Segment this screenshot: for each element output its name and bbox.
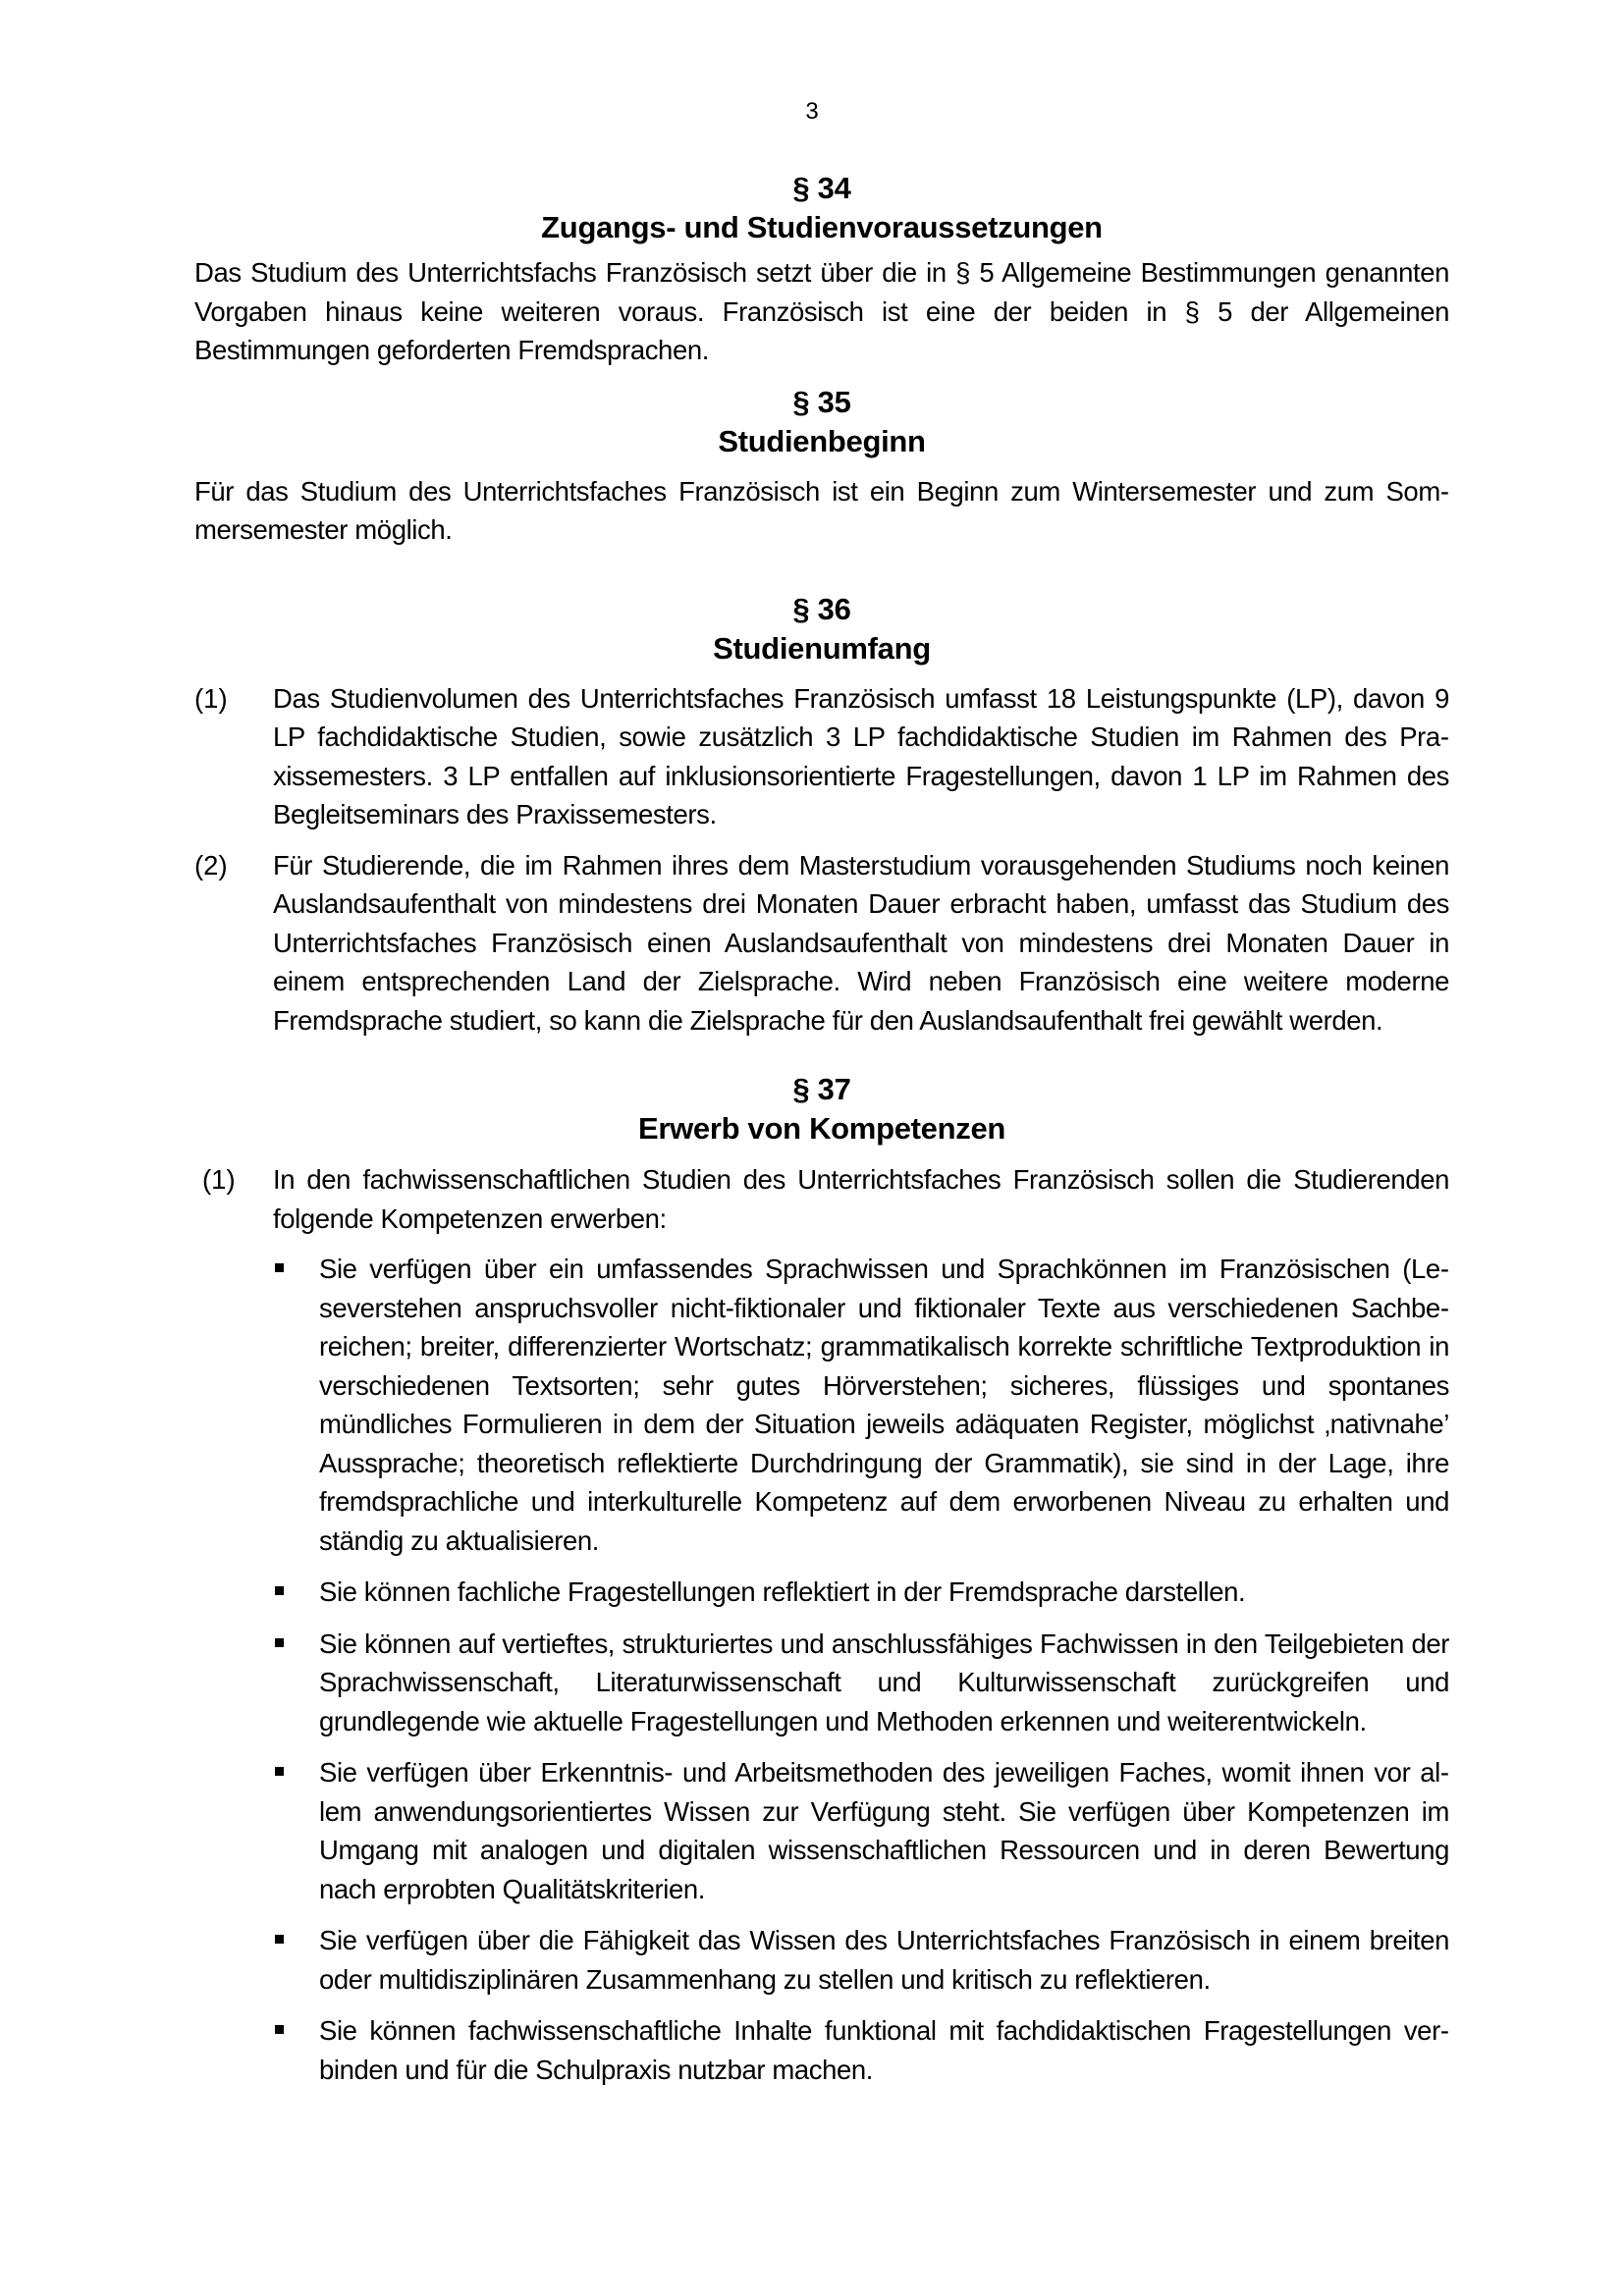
bullet-square-icon <box>194 1921 319 1959</box>
item-text: Das Studienvolumen des Unterrichtsfaches Französisch umfasst 18 Leistungspunkte (LP), davon 9 LP fachdidaktische Studien, sowie zusätzlich 3 LP fachdidaktische Studien im Rahmen des Praxissemesters. 3 LP entfallen auf inklusionsorientierte Fragestellungen, davon 1 LP im Rahmen des Begleitseminars des Praxissemesters. <box>273 682 1449 829</box>
section-title: Studienumfang <box>713 630 931 666</box>
bullet-square-icon <box>194 2011 319 2050</box>
section-34 <box>194 169 1449 370</box>
list-item <box>194 1250 1449 1560</box>
bullet-square-icon <box>194 1250 319 1288</box>
list-item-text: Sie verfügen über die Fähigkeit das Wissen des Unterrichtsfaches Französisch in einem breiten oder multidisziplinären Zusammenhang zu stellen und kritisch zu reflektieren. <box>319 1925 1449 1995</box>
list-item <box>194 2011 1449 2089</box>
list-item-text: Sie verfügen über Erkenntnis- und Arbeitsmethoden des jeweiligen Faches, womit ihnen vor allem anwendungsorientiertes Wissen zur Verfügung steht. Sie verfügen über Kompetenzen im Umgang mit analogen und digitalen wissenschaftlichen Ressourcen und in deren Bewertung nach erprobten Qualitätskriterien. <box>319 1757 1449 1904</box>
list-item <box>194 1921 1449 1999</box>
list-item-text: Sie verfügen über ein umfassendes Sprachwissen und Sprachkönnen im Französischen (Leseverstehen anspruchsvoller nicht-fiktionaler und fiktionaler Texte aus verschiedenen Sachbereichen; breiter, differenzierter Wortschatz; grammatikalisch korrekte schriftliche Textproduktion in verschiedenen Textsorten; sehr gutes Hörverstehen; sicheres, flüssiges und spontanes mündliches Formulieren in dem der Situation jeweils adäquaten Register, möglichst ‚nativnahe’ Aussprache; theoretisch reflektierte Durchdringung der Grammatik), sie sind in der Lage, ihre fremdsprachliche und interkulturelle Kompetenz auf dem erworbenen Niveau zu erhalten und ständig zu aktualisieren. <box>319 1254 1449 1556</box>
list-item <box>194 1573 1449 1612</box>
section-35 <box>194 383 1449 550</box>
item-number: (2) <box>194 849 228 881</box>
section-number: § 35 <box>792 384 851 419</box>
section-number: § 37 <box>792 1072 851 1106</box>
numbered-item <box>194 679 1449 834</box>
bullet-square-icon <box>194 1753 319 1791</box>
bullet-square-icon <box>194 1625 319 1663</box>
page-number: 3 <box>805 98 819 125</box>
section-paragraph: Für das Studium des Unterrichtsfaches Französisch ist ein Beginn zum Wintersemester und zum Sommersemester möglich. <box>194 475 1449 545</box>
section-37 <box>194 1070 1449 2089</box>
section-title: Zugangs- und Studienvoraussetzungen <box>541 210 1103 244</box>
section-paragraph: Das Studium des Unterrichtsfachs Französisch setzt über die in § 5 Allgemeine Bestimmungen genannten Vorgaben hinaus keine weiteren voraus. Französisch ist eine der beiden in § 5 der Allgemeinen Bestimmungen geforderten Fremdsprachen. <box>194 257 1449 365</box>
item-text: In den fachwissenschaftlichen Studien des Unterrichtsfaches Französisch sollen die Studierenden folgende Kompetenzen erwerben: <box>273 1164 1449 1234</box>
list-item-text: Sie können fachwissenschaftliche Inhalte funktional mit fachdidaktischen Fragestellungen verbinden und für die Schulpraxis nutzbar machen. <box>319 2015 1449 2085</box>
section-title: Erwerb von Kompetenzen <box>637 1111 1006 1146</box>
list-item <box>194 1753 1449 1908</box>
section-36 <box>194 590 1449 1041</box>
list-item-text: Sie können auf vertieftes, strukturiertes und anschlussfähiges Fachwissen in den Teilgebieten der Sprachwissenschaft, Literaturwissenschaft und Kulturwissenschaft zurückgreifen und grundlegende wie aktuelle Fragestellungen und Methoden erkennen und weiterentwickeln. <box>319 1628 1449 1736</box>
competence-list <box>194 1250 1449 2089</box>
numbered-item <box>194 846 1449 1041</box>
page-content <box>194 169 1449 2089</box>
section-number: § 34 <box>792 171 851 205</box>
item-text: Für Studierende, die im Rahmen ihres dem Masterstudium vorausgehenden Studiums noch keinen Auslandsaufenthalt von mindestens drei Monaten Dauer erbracht haben, umfasst das Studium des Unterrichtsfaches Französisch einen Auslandsaufenthalt von mindestens drei Monaten Dauer in einem entsprechenden Land der Zielsprache. Wird neben Französisch eine weitere moderne Fremdsprache studiert, so kann die Zielsprache für den Auslandsaufenthalt frei gewählt werden. <box>273 849 1449 1036</box>
list-item <box>194 1625 1449 1741</box>
item-number: (1) <box>202 1164 236 1195</box>
bullet-square-icon <box>194 1573 319 1611</box>
item-number: (1) <box>194 682 228 714</box>
list-item-text: Sie können fachliche Fragestellungen reflektiert in der Fremdsprache darstellen. <box>319 1576 1246 1607</box>
section-number: § 36 <box>792 591 851 626</box>
numbered-item <box>194 1160 1449 1238</box>
section-title: Studienbeginn <box>718 423 926 458</box>
